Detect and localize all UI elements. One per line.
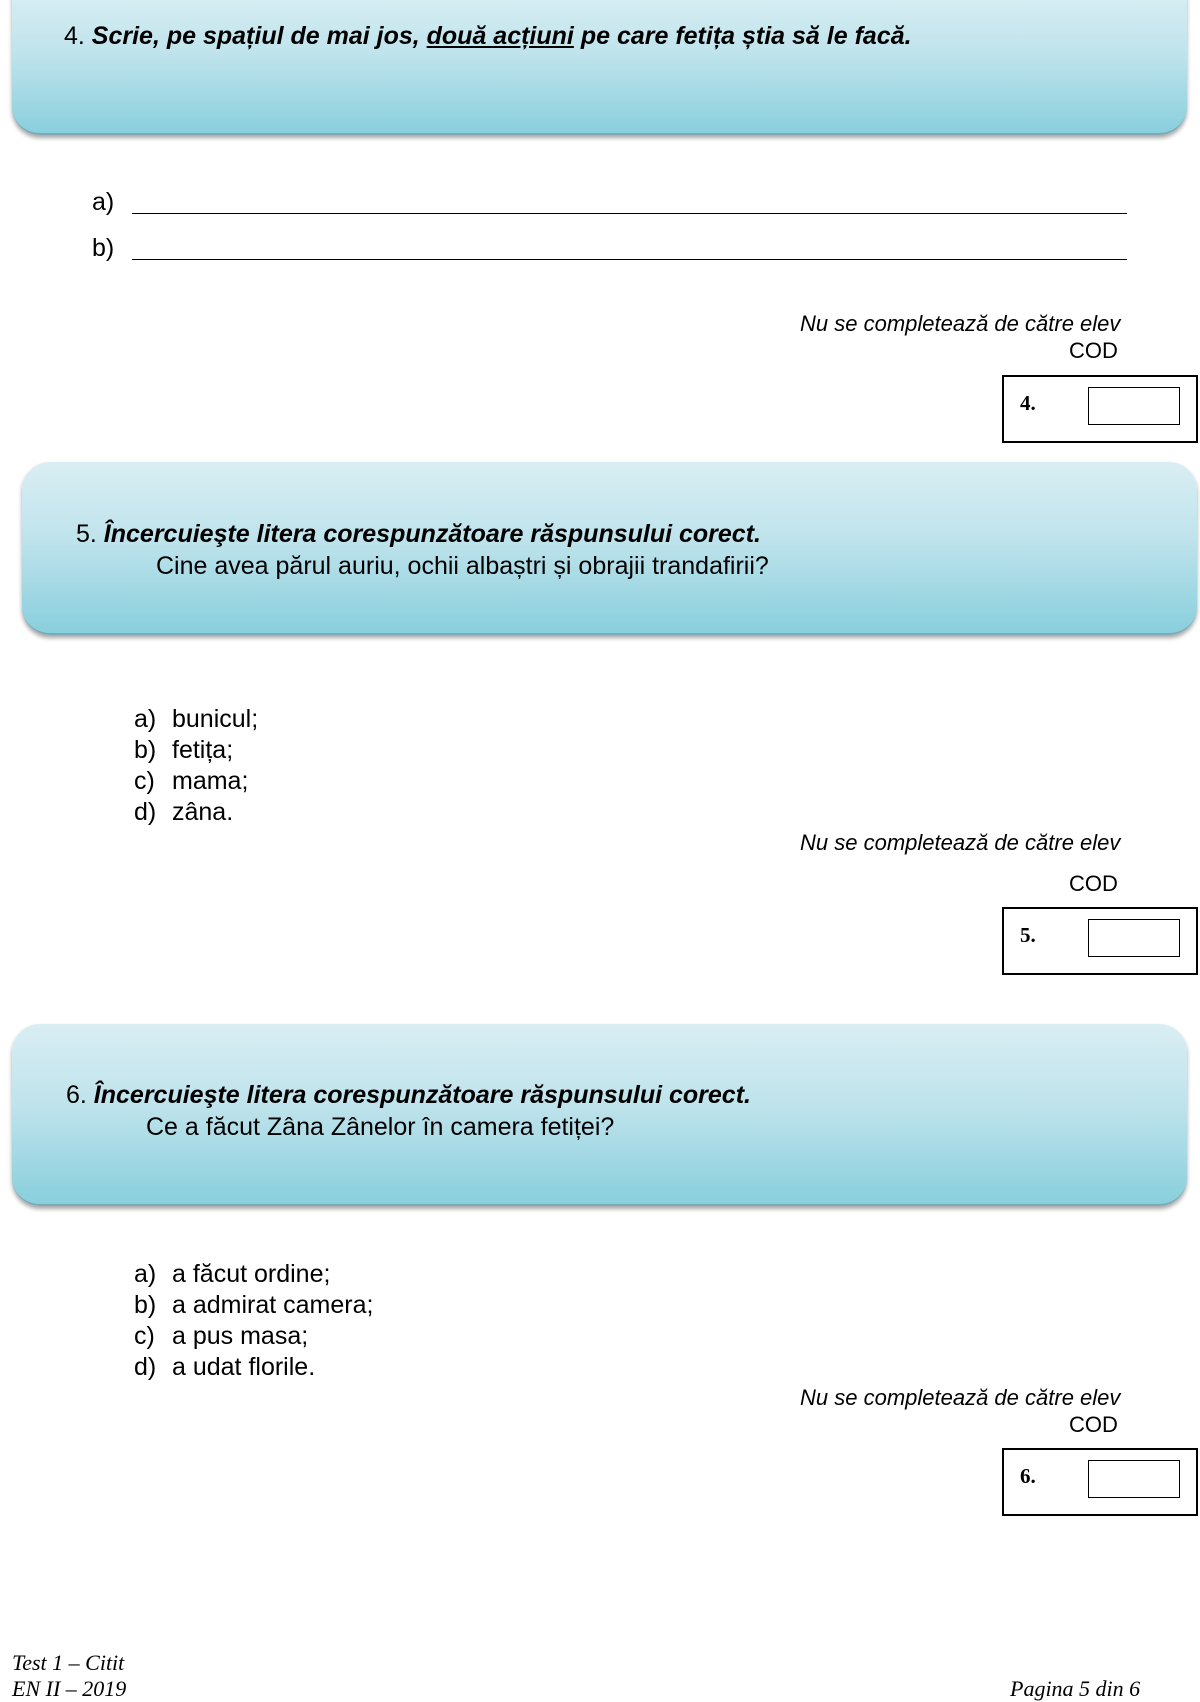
- option-text: a pus masa;: [172, 1322, 309, 1350]
- answer-line-a[interactable]: [92, 188, 1127, 220]
- question-6-text: Ce a făcut Zâna Zânelor în camera fetiței?: [146, 1113, 615, 1141]
- question-instruction: Încercuieşte litera corespunzătoare răspunsului corect.: [93, 1081, 751, 1109]
- option-b[interactable]: [134, 1290, 373, 1321]
- cod-label: COD: [1069, 338, 1118, 363]
- answer-line-label: a): [92, 188, 115, 216]
- footer-page-number: Pagina 5 din 6: [1010, 1676, 1141, 1701]
- cod-label: COD: [1069, 871, 1118, 896]
- option-d[interactable]: [134, 797, 258, 828]
- option-text: a admirat camera;: [172, 1291, 374, 1319]
- option-letter: d): [134, 798, 157, 826]
- option-text: zâna.: [172, 798, 234, 826]
- code-box-4: [1002, 375, 1198, 443]
- option-letter: b): [134, 736, 157, 764]
- instruction-underlined: două acțiuni: [426, 22, 574, 50]
- code-input-box[interactable]: [1088, 919, 1180, 957]
- code-box-label: 6.: [1020, 1464, 1036, 1488]
- question-number: 4.: [64, 22, 92, 50]
- option-text: mama;: [172, 767, 249, 795]
- question-number: 5.: [76, 520, 104, 548]
- question-instruction: Încercuieşte litera corespunzătoare răspunsului corect.: [103, 520, 761, 548]
- answer-line-label: b): [92, 234, 115, 262]
- option-b[interactable]: [134, 735, 258, 766]
- option-letter: a): [134, 1260, 157, 1288]
- question-6-options: [134, 1259, 373, 1383]
- code-input-box[interactable]: [1088, 1460, 1180, 1498]
- option-letter: b): [134, 1291, 157, 1319]
- option-c[interactable]: [134, 1321, 373, 1352]
- code-box-label: 5.: [1020, 923, 1036, 947]
- question-4-banner: [12, 0, 1187, 135]
- answer-rule: [132, 259, 1127, 260]
- question-4-title: [64, 22, 912, 51]
- option-letter: c): [134, 1322, 155, 1350]
- question-6-title: [66, 1081, 751, 1110]
- option-text: fetița;: [172, 736, 234, 764]
- option-letter: c): [134, 767, 155, 795]
- option-text: a făcut ordine;: [172, 1260, 331, 1288]
- option-d[interactable]: [134, 1352, 373, 1383]
- cod-label: COD: [1069, 1412, 1118, 1437]
- code-input-box[interactable]: [1088, 387, 1180, 425]
- instruction-text: pe care fetița știa să le facă.: [573, 22, 912, 50]
- code-box-label: 4.: [1020, 391, 1036, 415]
- footer-test-name: Test 1 – Citit: [12, 1650, 125, 1675]
- code-box-6: [1002, 1448, 1198, 1516]
- question-instruction: [92, 22, 912, 50]
- instruction-text: Scrie, pe spațiul de mai jos,: [91, 22, 427, 50]
- option-letter: a): [134, 705, 157, 733]
- option-a[interactable]: [134, 704, 258, 735]
- teacher-note: Nu se completează de către elev: [800, 1385, 1121, 1410]
- option-text: bunicul;: [172, 705, 259, 733]
- code-box-5: [1002, 907, 1198, 975]
- footer-exam-name: EN II – 2019: [12, 1676, 127, 1701]
- question-5-title: [76, 520, 761, 549]
- option-text: a udat florile.: [172, 1353, 316, 1381]
- option-letter: d): [134, 1353, 157, 1381]
- option-a[interactable]: [134, 1259, 373, 1290]
- answer-line-b[interactable]: [92, 234, 1127, 266]
- teacher-note: Nu se completează de către elev: [800, 830, 1121, 855]
- teacher-note: Nu se completează de către elev: [800, 311, 1121, 336]
- question-5-text: Cine avea părul auriu, ochii albaștri și obrajii trandafirii?: [156, 552, 769, 580]
- question-number: 6.: [66, 1081, 94, 1109]
- option-c[interactable]: [134, 766, 258, 797]
- answer-rule: [132, 213, 1127, 214]
- question-5-options: [134, 704, 258, 828]
